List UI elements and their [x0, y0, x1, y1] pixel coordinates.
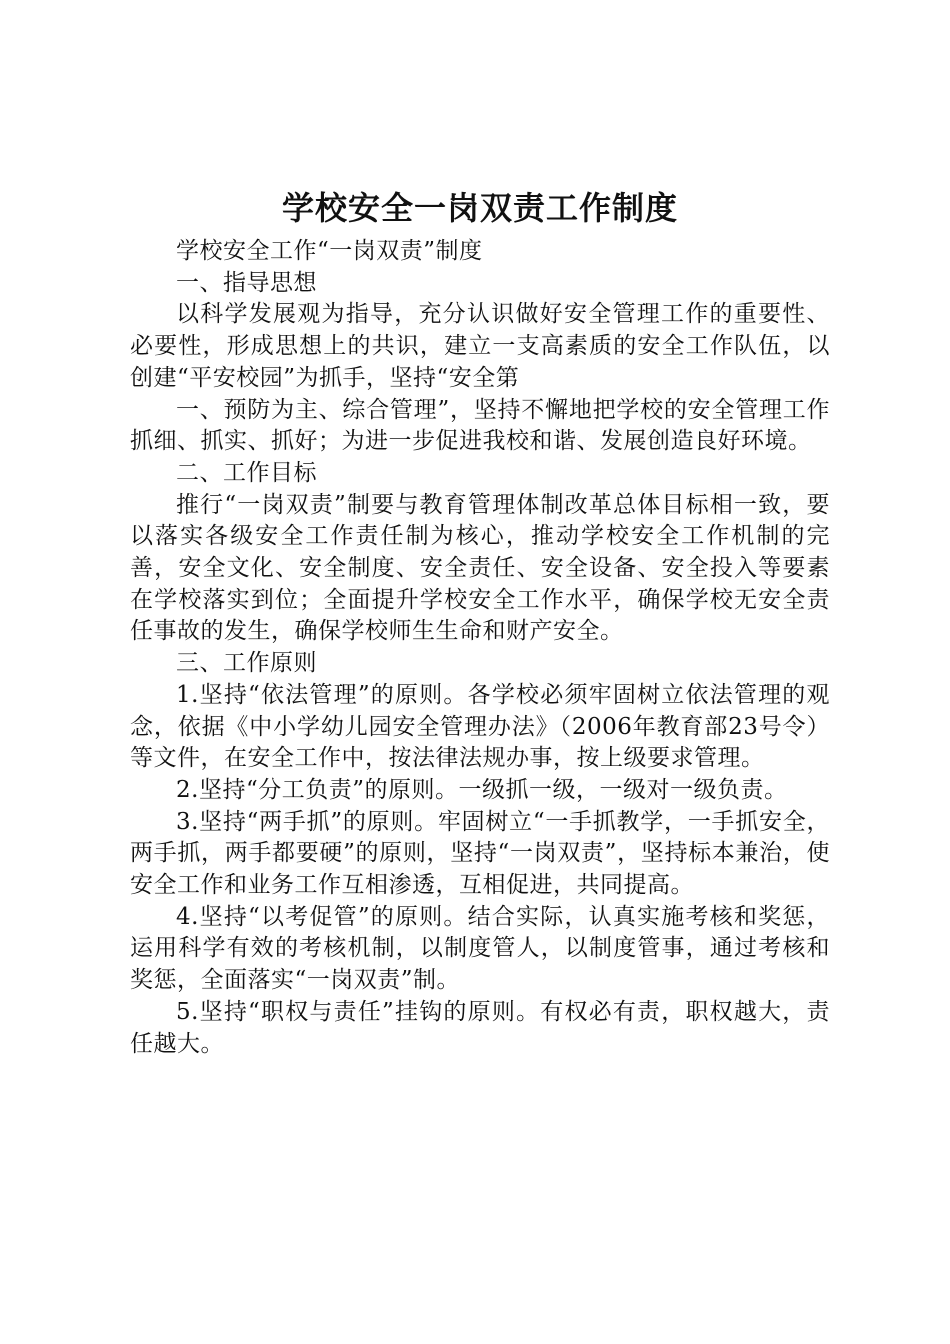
paragraph-guiding-ideology-continued: 一、预防为主、综合管理”，坚持不懈地把学校的安全管理工作抓细、抓实、抓好；为进一步促进我校和谐、发展创造良好环境。: [130, 396, 830, 455]
paragraph-heading-work-principles: 三、工作原则: [176, 650, 317, 677]
paragraph-heading-work-goals: 二、工作目标: [176, 459, 317, 486]
paragraph-work-goals-body: 推行“一岗双责”制要与教育管理体制改革总体目标相一致，要以落实各级安全工作责任制为核心，推动学校安全工作机制的完善，安全文化、安全制度、安全责任、安全设备、安全投入等要素在学校落实到位；全面提升学校安全工作水平，确保学校无安全责任事故的发生，确保学校师生生命和财产安全。: [130, 491, 830, 645]
paragraph-principle-5: 5.坚持“职权与责任”挂钩的原则。有权必有责，职权越大，责任越大。: [130, 998, 830, 1057]
paragraph-principle-2: 2.坚持“分工负责”的原则。一级抓一级，一级对一级负责。: [176, 776, 788, 803]
paragraph-heading-guiding-ideology: 一、指导思想: [176, 269, 317, 296]
paragraph-principle-4: 4.坚持“以考促管”的原则。结合实际，认真实施考核和奖惩，运用科学有效的考核机制，以制度管人，以制度管事，通过考核和奖惩，全面落实“一岗双责”制。: [130, 903, 830, 994]
paragraph-principle-3: 3.坚持“两手抓”的原则。牢固树立“一手抓教学，一手抓安全，两手抓，两手都要硬”的原则，坚持“一岗双责”，坚持标本兼治，使安全工作和业务工作互相渗透，互相促进，共同提高。: [130, 808, 830, 899]
paragraph-guiding-ideology-body: 以科学发展观为指导，充分认识做好安全管理工作的重要性、必要性，形成思想上的共识，建立一支高素质的安全工作队伍，以创建“平安校园”为抓手，坚持“安全第: [130, 301, 830, 391]
document-page: [130, 184, 830, 1060]
paragraph-subtitle: 学校安全工作“一岗双责”制度: [176, 238, 483, 264]
paragraph-principle-1: 1.坚持“依法管理”的原则。各学校必须牢固树立依法管理的观念，依据《中小学幼儿园安全管理办法》（2006年教育部23号令）等文件，在安全工作中，按法律法规办事，按上级要求管理。: [130, 681, 830, 772]
document-title: 学校安全一岗双责工作制度: [281, 189, 678, 227]
